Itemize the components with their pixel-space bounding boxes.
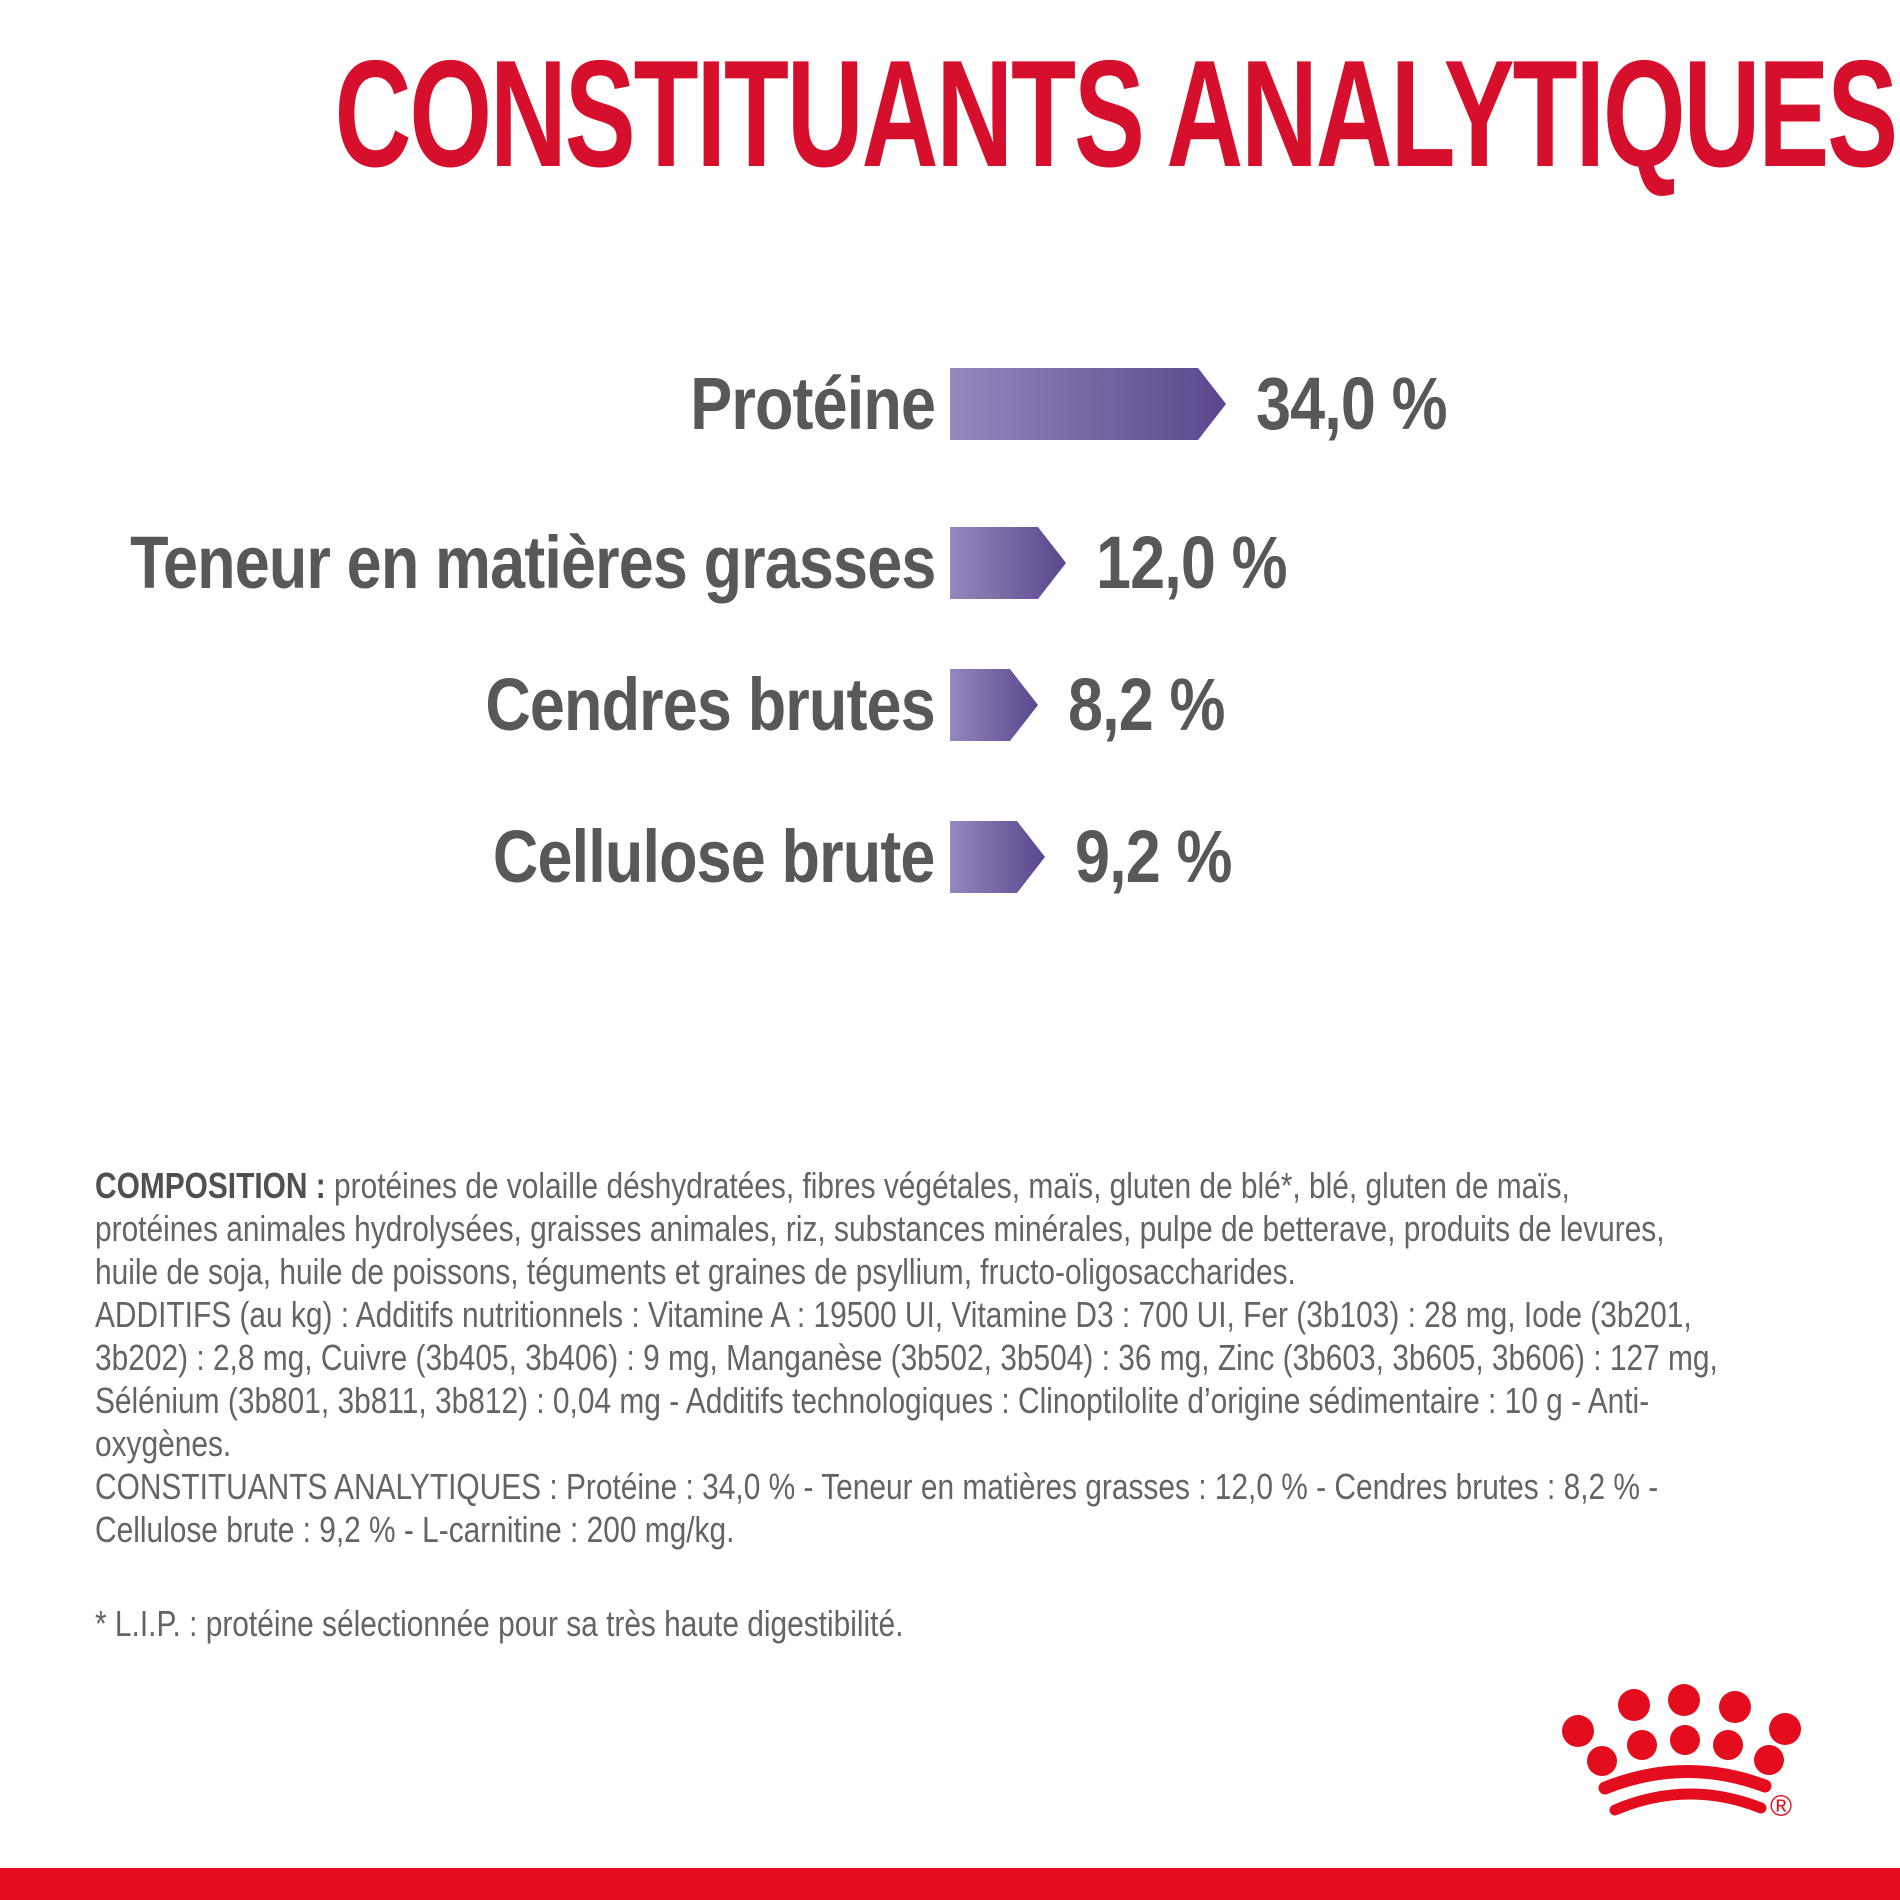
bar-label: Cendres brutes: [485, 663, 935, 746]
composition-line-text: Cellulose brute : 9,2 % - L-carnitine : 200 mg/kg.: [95, 1509, 735, 1550]
chart-row-fibre: [0, 815, 1900, 898]
page-title-text: CONSTITUANTS ANALYTIQUES: [334, 29, 1897, 199]
bar-value: 34,0 %: [1256, 362, 1447, 445]
composition-line-text: 3b202) : 2,8 mg, Cuivre (3b405, 3b406) : 9 mg, Manganèse (3b502, 3b504) : 36 mg, Zinc (3b603, 3b605, 3b606) : 127 mg,: [95, 1337, 1718, 1378]
crown-dots: [1562, 1684, 1801, 1776]
chart-row-ash: [0, 663, 1900, 746]
bar-value: 8,2 %: [1068, 663, 1225, 746]
crown-arcs: [1605, 1771, 1765, 1810]
bar-label: Cellulose brute: [493, 815, 935, 898]
footer-red-bar: [0, 1868, 1900, 1900]
composition-line-text: CONSTITUANTS ANALYTIQUES : Protéine : 34,0 % - Teneur en matières grasses : 12,0 % - Cendres brutes : 8,2 % -: [95, 1466, 1659, 1507]
chart-row-fat: [0, 521, 1900, 604]
composition-line-text: ADDITIFS (au kg) : Additifs nutritionnels : Vitamine A : 19500 UI, Vitamine D3 : 700 UI, Fer (3b103) : 28 mg, Iode (3b201,: [95, 1294, 1692, 1335]
additives-line: [95, 1336, 1821, 1379]
analytical-constituents-line: [95, 1465, 1821, 1508]
bar-label: Protéine: [690, 362, 935, 445]
additives-line: [95, 1293, 1821, 1336]
bar-fat: [950, 527, 1066, 599]
composition-line-text: huile de soja, huile de poissons, téguments et graines de psyllium, fructo-oligosaccharides.: [95, 1251, 1296, 1292]
composition-text-block: [95, 1164, 1821, 1551]
composition-line: [95, 1164, 1821, 1207]
composition-line-text: oxygènes.: [95, 1423, 232, 1464]
bar-ash: [950, 669, 1038, 741]
bar-value: 9,2 %: [1075, 815, 1232, 898]
analytical-constituents-line: [95, 1508, 1821, 1551]
royal-canin-crown-logo: [1558, 1678, 1808, 1828]
bar-label: Teneur en matières grasses: [129, 521, 935, 604]
composition-line: [95, 1207, 1821, 1250]
lip-footnote: * L.I.P. : protéine sélectionnée pour sa très haute digestibilité.: [95, 1603, 904, 1644]
composition-heading: COMPOSITION :: [95, 1165, 335, 1206]
bar-value: 12,0 %: [1096, 521, 1287, 604]
additives-line: [95, 1379, 1821, 1422]
composition-line-text: protéines de volaille déshydratées, fibres végétales, maïs, gluten de blé*, blé, gluten de maïs,: [334, 1165, 1570, 1206]
additives-line: [95, 1422, 1821, 1465]
composition-line-text: protéines animales hydrolysées, graisses animales, riz, substances minérales, pulpe de betterave, produits de levures,: [95, 1208, 1665, 1249]
chart-row-protein: [0, 362, 1900, 445]
registered-mark: ®: [1770, 1790, 1793, 1823]
composition-line-text: Sélénium (3b801, 3b811, 3b812) : 0,04 mg - Additifs technologiques : Clinoptilolite d’origine sédimentaire : 10 g - Anti-: [95, 1380, 1650, 1421]
bar-fibre: [950, 821, 1045, 893]
bar-protein: [950, 368, 1226, 440]
composition-line: [95, 1250, 1821, 1293]
